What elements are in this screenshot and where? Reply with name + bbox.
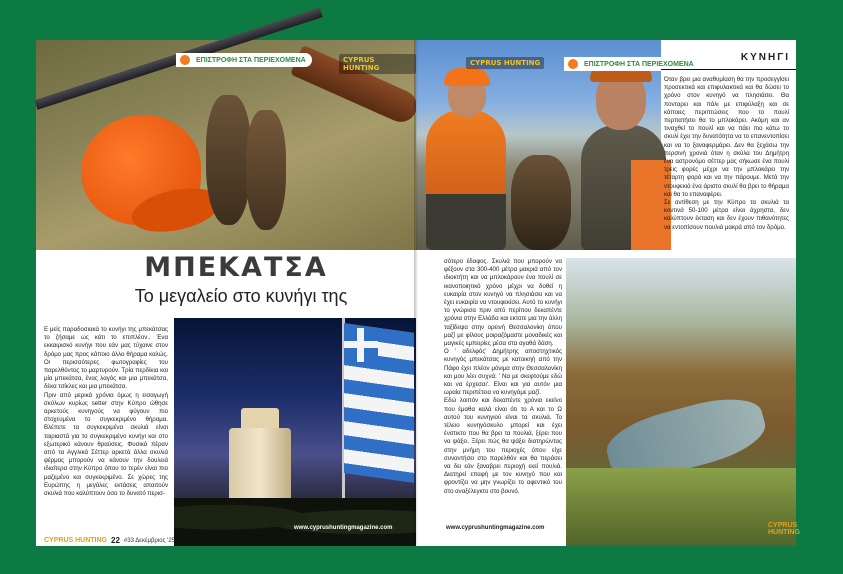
page-number: 22: [111, 536, 120, 545]
magazine-logo: CYPRUS HUNTING: [466, 57, 544, 69]
right-page: [416, 40, 800, 546]
flag-cross: [344, 328, 378, 362]
issue-date: #33 Δεκέμβριος '25: [123, 537, 175, 544]
page-folio: [44, 536, 175, 545]
back-to-contents-link[interactable]: [176, 53, 312, 67]
magazine-spine: [414, 40, 418, 546]
paragraph: Σε αντίθεση με την Κύπρο τα σκυλιά τα κοντινά 50-100 μέτρα είναι άχρηστα, δεν καλύπτουν έκταση και δεν έχουν πιθανότητες να εντοπίσουν πουλιά μακρά από τον δρόμο.: [664, 199, 789, 231]
woodcock-bird: [246, 110, 286, 230]
paragraph: Πριν από μερικά χρόνια όμως η εισαγωγή σκύλων κυρίως setter στην Κύπρο ώθησε αρκετούς κυνηγούς να φύγουν πιο στοχευμένα το συγκεκριμένο θήραμα. Βλέπετε τα συγκεκριμένα σκυλιά είναι ταιριαστά για το συγκεκριμένο κυνήγι και στο εξωτερικό κάνουν θραύσεις. Φυσικά πέραν από τα Αγγλικά Σέττερ αρκετά άλλα σκυλιά φέρμας μπορούν να κάνουν την δουλειά ιδιαίτερα στην Κύπρο όπου το τερέν είναι πιο μαζεμένο και συγκεκριμένο. Σε χώρες της Ευρώπης η μεγάλες εκτάσεις απαιτούν σκυλιά που καλύπτουν όσο το δυνατό περισ-: [44, 391, 168, 498]
paragraph: σότερο έδαφος. Σκυλιά που μπορούν να φέξουν στα 300-400 μέτρα μακριά από τον ιδιοκτήτη και να μπλοκάρουν ένα πουλί σε ικανοποιητικό χρόνο μέχρι να δοθεί η ευκαιρία στον κυνηγό να πλησιάσει και να έχει ευκαιρία να ντουφεκίσει. Αυτό το κυνήγι το γνώρισα πριν από περίπου δεκαπέντε χρόνια στην Ελλάδα και εκτοτε μια την άλλη ταξίδεψα στην ορεινή Θεσσαλονίκη όπου μαζί με φίλους μοιραζόμαστε μοναδικές και μαγικές εμπειρίες μέσα στα αγαθά δάση.: [444, 258, 562, 348]
magazine-logo: CYPRUS HUNTING: [339, 54, 416, 74]
paragraph: Εδώ λοιπόν και δεκαπέντε χρόνια εκείνο που έμαθα καλά είναι ότι το Α και το Ω αυτού του κυνηγιού είναι τα σκυλιά. Το τέλειο κυνηγόσκυλο μπορεί και έχει ένστικτο που θα βρει τα πουλιά, ξέρει που να ψάξει. Ξέρει πώς θα ψάξει διατηρώντας στην μνήμη του περιοχές όπου είχε συναντήσει στο παρελθόν και θα περάσει να δει εάν ξαναβρει περιοχή εκεί πουλιά. Διατηρεί επαφή με τον κυνηγό που και φροντίζει να μην γνωρίζει το αφεντικό του στο αναξέλεγκτο στο βουνό.: [444, 397, 562, 495]
woodcock-bird: [206, 95, 251, 225]
woodcock-birds: [511, 155, 571, 250]
home-icon: [180, 55, 190, 65]
white-tower-photo: [174, 318, 416, 546]
magazine-logo-small: CYPRUS HUNTING: [768, 522, 800, 536]
section-label: ΚΥΝΗΓΙ: [661, 52, 796, 70]
left-page: [36, 40, 416, 546]
tower-top: [241, 408, 279, 430]
article-column-left: [44, 326, 168, 498]
grass: [566, 468, 796, 546]
website-link[interactable]: www.cyprushuntingmagazine.com: [294, 525, 393, 531]
forest-stream-photo: [566, 258, 796, 546]
magazine-logo-small: CYPRUS HUNTING: [44, 537, 108, 544]
paragraph: Ε μείς παραδοσιακά το κυνήγι της μπεκάτσας το ζήσαμε ως κάτι το επιπλέον.. Ένα εκκαιρισκό κυνήγι που εάν μας τύχαινε στον δρόμο μας προς κάποιο άλλο θήραμα καλώς. Οι περισσότερες φωτογραφίες του παρελθόντος το μαρτυρούν. Τρία περδίκια και μία μπεκάτσα, ένας λαγός και μια μπεκάτσα, δέκα τσίκλες και μια μπεκάτσα.: [44, 326, 168, 391]
article-subtitle: Το μεγαλείο στο κυνήγι της: [134, 286, 348, 306]
trees: [174, 498, 416, 546]
home-icon: [568, 59, 578, 69]
hunters-photo: [416, 40, 661, 250]
paragraph: Ο ' αδελφός' Δημήτρης αποστηχτικός κυνηγός μπεκάτσας με κατοικηή από την Πάφο έχει πλέον μόνιμα στην Θεσσαλονίκη και μου λέει συχνά: ' Να με σκεφτούμε εδώ και να έρχεσαι'. Είναι και για αυτόν μια ωραία περιπέτεια να κυνηγάμε μαζί.: [444, 348, 562, 397]
article-title: ΜΠΕΚΑΤΣΑ: [144, 252, 328, 283]
website-link[interactable]: www.cyprushuntingmagazine.com: [446, 525, 545, 531]
hunter-left-cap: [444, 68, 490, 86]
back-to-contents-label: ΕΠΙΣΤΡΟΦΗ ΣΤΑ ΠΕΡΙΕΧΟΜΕΝΑ: [584, 60, 694, 68]
back-to-contents-label: ΕΠΙΣΤΡΟΦΗ ΣΤΑ ΠΕΡΙΕΧΟΜΕΝΑ: [196, 56, 306, 64]
article-column-middle: [444, 258, 562, 496]
article-column-right: [664, 76, 789, 232]
hunter-left: [426, 110, 506, 250]
paragraph: Όταν βρει μια αναθυμίαση θα την προσεγγίσει προσεκτικά και επιφυλακτικά και θα δώσει το χρόνο στον κυνηγό να πλησιάσει. Θα πονταρει και πάλι με επιφύλαξη και σε κάποιες περιπτώσεις που το πουλί περπατήσει θα το μπλοκάρει. Ακόμη και αν τιναχθεί το πουλί και να πάει πιο κάτω το σκυλί έχει την δυνατότητα να το επανεντοπίσει και να το ξαναφερμάρει. Δεν θα ξεχάσω την περσινή χρονιά όταν η σκύλα του Δημήτρη ένα αστρονόμο σέττερ μας σήκωσε ένα πουλί τρεις φορές μέχρι να την μπλοκάρει την τέταρτη φορά και να την πάρουμε. Μετά την ντουφεκιά ένα άριστο σκυλί θα βρει το θήραμα και θα το επαναφέρει.: [664, 76, 789, 198]
